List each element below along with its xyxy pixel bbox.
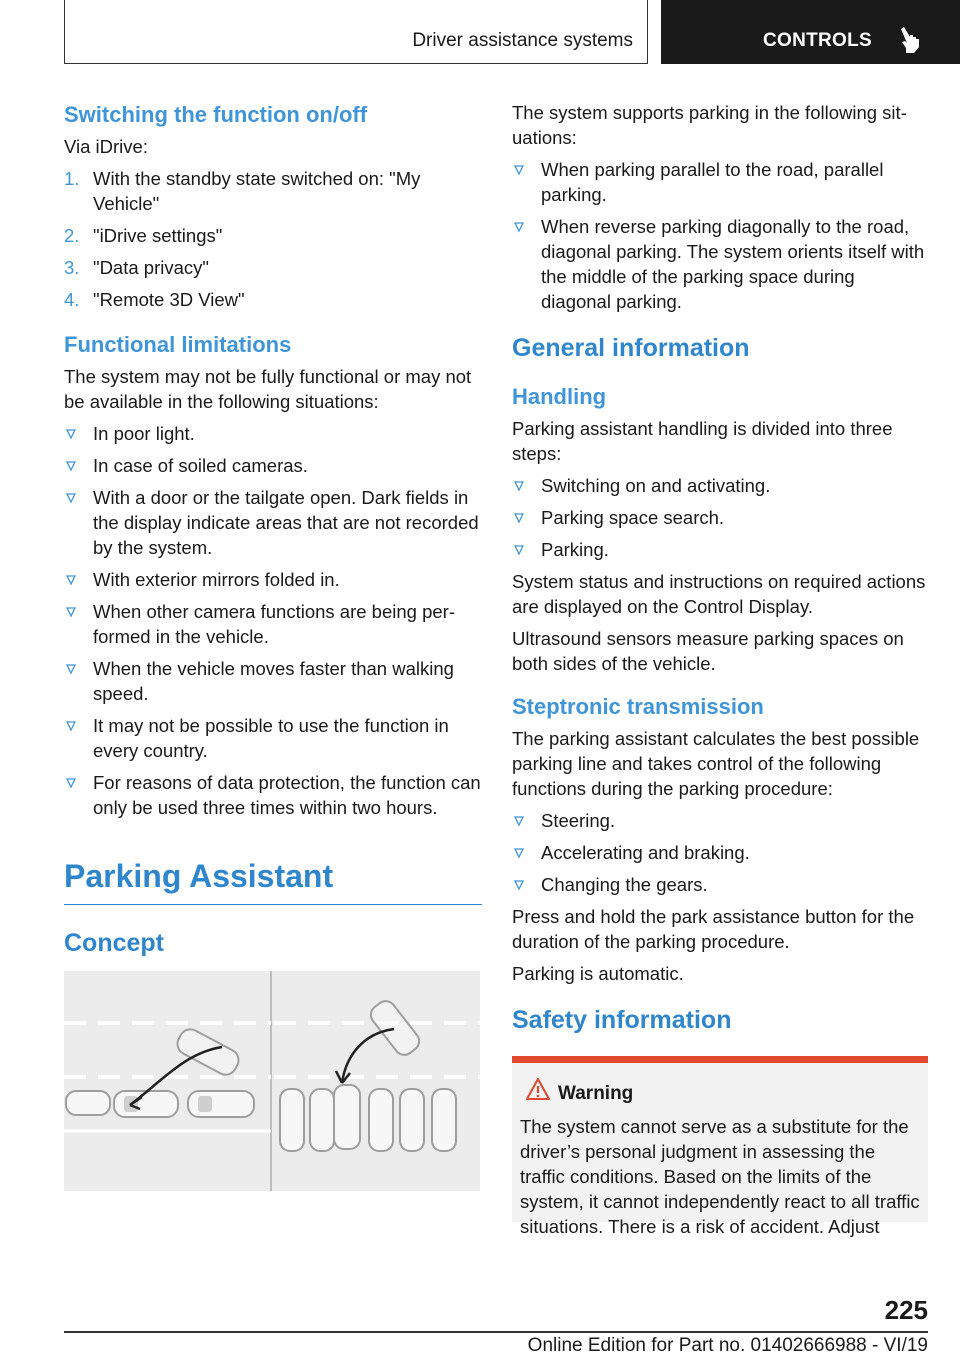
concept-heading: Concept	[64, 929, 164, 957]
section-title: Driver assistance systems	[412, 30, 633, 51]
handling-item	[512, 505, 928, 530]
switching-step	[64, 287, 482, 312]
handling-heading: Handling	[512, 384, 607, 409]
triangle-bullet-icon	[514, 513, 524, 523]
steptronic-item-text: Steering.	[541, 810, 616, 831]
switching-step	[64, 255, 482, 280]
handling-item-text: Parking space search.	[541, 507, 725, 528]
step-text: "Data privacy"	[93, 257, 209, 278]
limitation-item	[64, 770, 482, 820]
right-column	[512, 100, 928, 1237]
warning-text: The system cannot serve as a substitute for the driver’s personal judgment in assessing the traffic conditions. Based on the limits of the system, it cannot independently react to all traffic situations. There is a risk of accident. Adjust	[520, 1116, 920, 1237]
footer-edition: Online Edition for Part no. 01402666988 - VI/19	[527, 1335, 928, 1356]
limitation-item	[64, 453, 482, 478]
steptronic-item	[512, 808, 928, 833]
triangle-bullet-icon	[514, 880, 524, 890]
step-text: With the standby state switched on: "My Vehicle"	[93, 168, 421, 214]
support-item	[512, 157, 928, 207]
handling-item-text: Parking.	[541, 539, 609, 560]
limitations-heading: Functional limitations	[64, 332, 292, 357]
warning-title	[520, 1081, 920, 1106]
support-item-text: When reverse parking diagonally to the road, diagonal parking. The system orients itself with the middle of the parking space during diagonal parking.	[541, 216, 925, 312]
pointing-hand-icon	[897, 26, 923, 54]
triangle-bullet-icon	[66, 721, 76, 731]
switching-heading: Switching the function on/off	[64, 102, 368, 127]
triangle-bullet-icon	[66, 429, 76, 439]
triangle-bullet-icon	[514, 816, 524, 826]
steptronic-intro: The parking assistant calculates the best possible parking line and takes control of the following functions during the parking procedure:	[512, 728, 920, 799]
limitation-item	[64, 599, 482, 649]
ultrasound-text: Ultrasound sensors measure parking spaces on both sides of the vehicle.	[512, 628, 904, 674]
steptronic-list	[512, 808, 928, 897]
steptronic-item-text: Accelerating and braking.	[541, 842, 750, 863]
handling-item	[512, 537, 928, 562]
header-chapter-tab	[661, 0, 960, 64]
triangle-bullet-icon	[66, 607, 76, 617]
triangle-bullet-icon	[514, 481, 524, 491]
step-number: 3.	[64, 257, 80, 278]
triangle-bullet-icon	[514, 848, 524, 858]
switching-steps	[64, 166, 482, 312]
steptronic-item	[512, 872, 928, 897]
switching-intro: Via iDrive:	[64, 136, 148, 157]
switching-step	[64, 166, 482, 216]
steptronic-item	[512, 840, 928, 865]
status-text: System status and instructions on required actions are displayed on the Control Display.	[512, 571, 926, 617]
switching-step	[64, 223, 482, 248]
limitation-item-text: In case of soiled cameras.	[93, 455, 308, 476]
supports-list	[512, 157, 928, 314]
steptronic-item-text: Changing the gears.	[541, 874, 708, 895]
triangle-bullet-icon	[66, 778, 76, 788]
step-number: 4.	[64, 289, 80, 310]
page-number: 225	[884, 1295, 928, 1325]
triangle-bullet-icon	[514, 222, 524, 232]
parking-assistant-heading: Parking Assistant	[64, 856, 482, 905]
triangle-bullet-icon	[66, 461, 76, 471]
steptronic-heading: Steptronic transmission	[512, 694, 764, 719]
limitation-item	[64, 567, 482, 592]
press-hold-text: Press and hold the park assistance button for the duration of the parking procedure.	[512, 906, 915, 952]
automatic-text: Parking is automatic.	[512, 963, 684, 984]
limitation-item	[64, 713, 482, 763]
chapter-title: CONTROLS	[763, 30, 873, 51]
supports-intro: The system supports parking in the following situations:	[512, 102, 907, 148]
safety-information-heading: Safety information	[512, 1006, 732, 1034]
warning-triangle-icon	[526, 1078, 550, 1100]
limitation-item	[64, 656, 482, 706]
step-text: "Remote 3D View"	[93, 289, 245, 310]
step-text: "iDrive settings"	[93, 225, 223, 246]
triangle-bullet-icon	[66, 493, 76, 503]
parking-diagram	[64, 971, 480, 1191]
parking-assistant-block	[64, 856, 482, 959]
handling-intro: Parking assistant handling is divided into three steps:	[512, 418, 893, 464]
triangle-bullet-icon	[514, 165, 524, 175]
support-item-text: When parking parallel to the road, parallel parking.	[541, 159, 884, 205]
handling-list	[512, 473, 928, 562]
limitations-intro: The system may not be fully functional or may not be available in the following situations:	[64, 366, 472, 412]
limitation-item	[64, 485, 482, 560]
header-section-title	[64, 0, 648, 64]
handling-item-text: Switching on and activating.	[541, 475, 771, 496]
triangle-bullet-icon	[66, 664, 76, 674]
limitation-item-text: In poor light.	[93, 423, 195, 444]
support-item	[512, 214, 928, 314]
warning-title-text: Warning	[558, 1083, 634, 1104]
limitation-item	[64, 421, 482, 446]
parking-concept-illustration	[64, 971, 480, 1191]
limitations-list	[64, 421, 482, 820]
limitation-item-text: With exterior mirrors folded in.	[93, 569, 340, 590]
triangle-bullet-icon	[66, 575, 76, 585]
limitation-item-text: It may not be possible to use the function in every country.	[93, 715, 449, 761]
general-information-heading: General information	[512, 334, 750, 362]
step-number: 2.	[64, 225, 80, 246]
warning-box	[512, 1056, 928, 1237]
limitation-item-text: When the vehicle moves faster than walking speed.	[93, 658, 454, 704]
handling-item	[512, 473, 928, 498]
step-number: 1.	[64, 168, 80, 189]
triangle-bullet-icon	[514, 545, 524, 555]
limitation-item-text: For reasons of data protection, the function can only be used three times within two hours.	[93, 772, 481, 818]
limitation-item-text: With a door or the tailgate open. Dark fields in the display indicate areas that are not recorded by the system.	[93, 487, 479, 558]
limitation-item-text: When other camera functions are being performed in the vehicle.	[93, 601, 455, 647]
left-column	[64, 100, 482, 1191]
